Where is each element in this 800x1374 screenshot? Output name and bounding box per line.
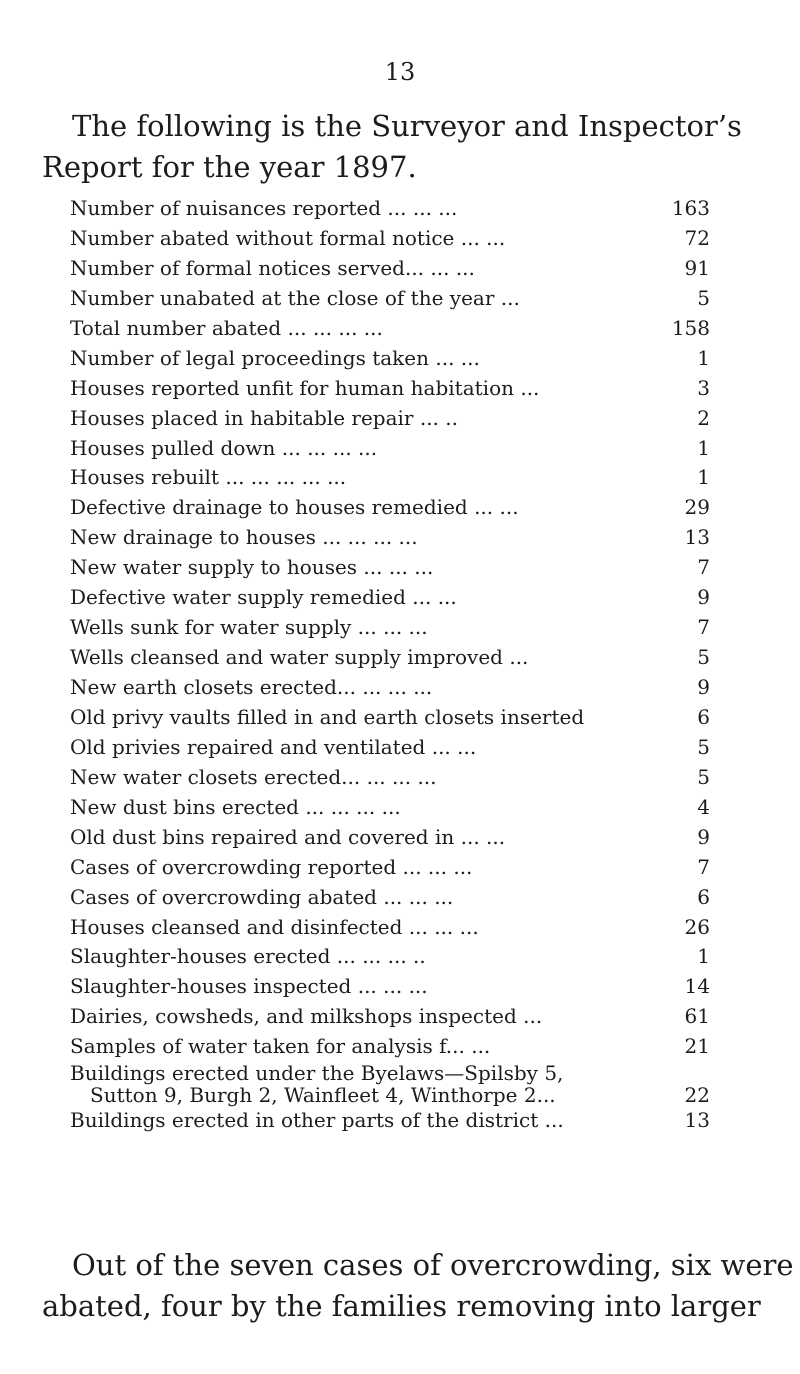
row-value: 9	[697, 585, 710, 610]
row-label: Houses rebuilt ... ... ... ... ...	[70, 465, 347, 490]
closing-line-1: Out of the seven cases of overcrowding, six were	[72, 1248, 794, 1282]
table-row	[70, 1002, 710, 1032]
row-label: Number of nuisances reported ... ... ...	[70, 196, 458, 220]
row-label: New water supply to houses ... ... ...	[70, 555, 434, 580]
row-value: 3	[697, 375, 710, 400]
table-row-multiline	[70, 1062, 710, 1106]
intro-line-2: Report for the year 1897.	[42, 150, 417, 184]
intro-paragraph	[42, 106, 782, 188]
report-table	[70, 194, 710, 1136]
row-label: Houses reported unfit for human habitation ...	[70, 375, 540, 400]
table-row	[70, 733, 710, 763]
row-value: 9	[697, 675, 710, 699]
row-label: Cases of overcrowding reported ... ... ...	[70, 854, 473, 879]
row-label-line-2: Sutton 9, Burgh 2, Wainfleet 4, Winthorpe 2...	[90, 1083, 556, 1108]
row-value: 5	[697, 764, 710, 789]
row-value: 7	[697, 615, 710, 640]
row-value: 1	[697, 435, 710, 460]
row-value: 5	[697, 734, 710, 759]
table-row	[70, 493, 710, 523]
table-row	[70, 314, 710, 344]
table-row	[70, 972, 710, 1002]
row-value: 5	[697, 645, 710, 670]
row-value: 72	[684, 225, 710, 250]
table-row	[70, 853, 710, 883]
table-row	[70, 553, 710, 583]
row-value: 6	[697, 704, 710, 729]
table-row	[70, 374, 710, 404]
row-label: Dairies, cowsheds, and milkshops inspected ...	[70, 1004, 543, 1029]
table-row	[70, 913, 710, 943]
row-value: 158	[671, 315, 710, 340]
table-row	[70, 1106, 710, 1136]
table-row	[70, 673, 710, 703]
row-value: 9	[697, 824, 710, 849]
table-row	[70, 643, 710, 673]
row-label: Number of formal notices served... ... ...	[70, 255, 475, 280]
row-value: 163	[671, 196, 710, 220]
closing-line-2: abated, four by the families removing into larger	[42, 1289, 761, 1323]
row-label: New drainage to houses ... ... ... ...	[70, 525, 418, 550]
closing-paragraph	[42, 1245, 794, 1327]
row-value: 7	[697, 555, 710, 580]
row-label	[70, 1062, 563, 1106]
table-row	[70, 434, 710, 464]
table-row	[70, 703, 710, 733]
row-label: Old privy vaults filled in and earth closets inserted	[70, 704, 585, 729]
page-number: 13	[384, 58, 416, 86]
row-label: Wells cleansed and water supply improved ...	[70, 645, 529, 670]
row-value: 29	[684, 495, 710, 520]
row-value: 4	[697, 794, 710, 819]
row-value: 1	[697, 465, 710, 490]
row-value: 1	[697, 345, 710, 370]
row-label: Cases of overcrowding abated ... ... ...	[70, 884, 454, 909]
row-value: 2	[697, 405, 710, 430]
row-label: New earth closets erected... ... ... ...	[70, 675, 433, 699]
row-value: 1	[697, 944, 710, 969]
row-value: 5	[697, 285, 710, 310]
table-row	[70, 404, 710, 434]
row-label: Houses cleansed and disinfected ... ... ...	[70, 914, 479, 939]
row-value: 61	[684, 1004, 710, 1029]
table-row	[70, 763, 710, 793]
table-row	[70, 344, 710, 374]
row-label: Buildings erected in other parts of the district ...	[70, 1108, 564, 1133]
row-label: Number abated without formal notice ... ...	[70, 225, 506, 250]
row-value: 6	[697, 884, 710, 909]
table-row	[70, 523, 710, 553]
row-label: Houses pulled down ... ... ... ...	[70, 435, 378, 460]
row-value: 91	[684, 255, 710, 280]
row-label: Number unabated at the close of the year ...	[70, 285, 520, 310]
row-label: Total number abated ... ... ... ...	[70, 315, 383, 340]
table-row	[70, 883, 710, 913]
row-label: Old dust bins repaired and covered in ... ...	[70, 824, 506, 849]
table-row	[70, 583, 710, 613]
table-row	[70, 463, 710, 493]
row-label: Defective drainage to houses remedied ... ...	[70, 495, 519, 520]
table-row	[70, 793, 710, 823]
row-label: Old privies repaired and ventilated ... ...	[70, 734, 477, 759]
row-value: 7	[697, 854, 710, 879]
table-row	[70, 942, 710, 972]
table-row	[70, 1032, 710, 1062]
table-row	[70, 254, 710, 284]
row-value: 13	[684, 1108, 710, 1133]
table-row	[70, 194, 710, 224]
row-value: 26	[684, 914, 710, 939]
table-row	[70, 823, 710, 853]
row-label: Slaughter-houses erected ... ... ... ..	[70, 944, 426, 969]
row-label: Number of legal proceedings taken ... ...	[70, 345, 480, 370]
row-label: Wells sunk for water supply ... ... ...	[70, 615, 428, 640]
row-label: Defective water supply remedied ... ...	[70, 585, 457, 610]
row-label: New water closets erected... ... ... ...	[70, 764, 437, 789]
row-label: Slaughter-houses inspected ... ... ...	[70, 974, 428, 999]
table-row	[70, 224, 710, 254]
row-label: Samples of water taken for analysis f... ...	[70, 1034, 491, 1059]
row-label-line-1: Buildings erected under the Byelaws—Spilsby 5,	[70, 1061, 564, 1086]
row-value: 14	[684, 974, 710, 999]
row-value: 21	[684, 1034, 710, 1059]
intro-line-1: The following is the Surveyor and Inspector’s	[72, 109, 742, 143]
table-row	[70, 284, 710, 314]
row-label: New dust bins erected ... ... ... ...	[70, 794, 401, 819]
row-label: Houses placed in habitable repair ... ..	[70, 405, 458, 430]
row-value: 13	[684, 525, 710, 550]
row-value: 22	[684, 1083, 710, 1108]
table-row	[70, 613, 710, 643]
